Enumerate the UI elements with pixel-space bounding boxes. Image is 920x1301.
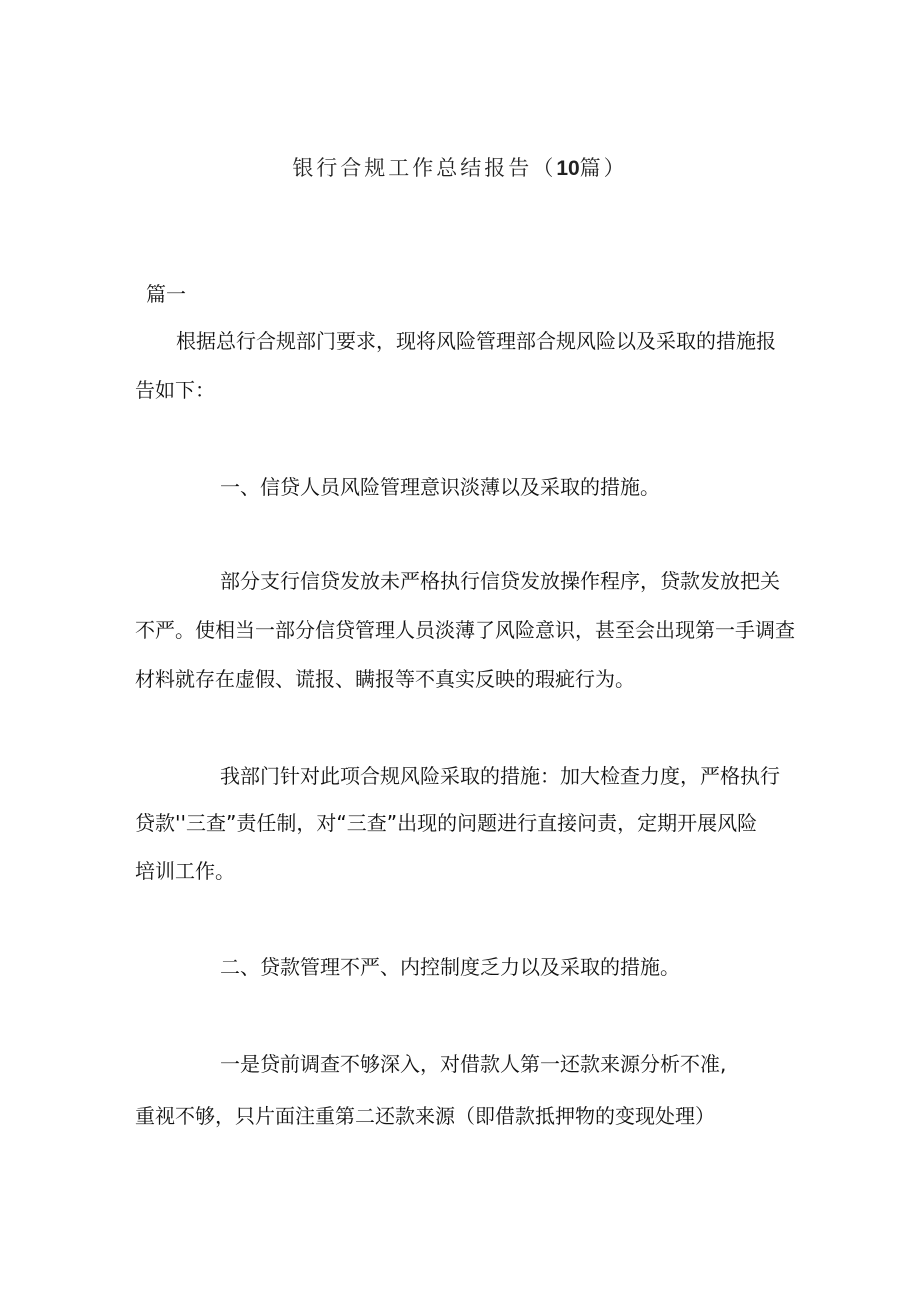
para2-line-3: 培训工作。	[135, 859, 235, 883]
para3-line-2: 重视不够，只片面注重第二还款来源（即借款抵押物的变现处理）	[135, 1104, 715, 1128]
title-close: 篇）	[579, 156, 628, 180]
title-count: 10	[556, 157, 580, 180]
para2-line-1: 我部门针对此项合规风险采取的措施：加大检查力度，严格执行	[220, 764, 780, 788]
intro-line-2: 告如下：	[135, 378, 215, 402]
section-label: 篇一	[146, 282, 186, 306]
para1-line-1: 部分支行信贷发放未严格执行信贷发放操作程序，贷款发放把关	[220, 569, 780, 593]
title-main: 银行合规工作总结报告	[292, 156, 533, 180]
section-heading-1: 一、信贷人员风险管理意识淡薄以及采取的措施。	[220, 475, 660, 499]
section-heading-2: 二、贷款管理不严、内控制度乏力以及采取的措施。	[220, 955, 680, 979]
para1-line-2: 不严。使相当一部分信贷管理人员淡薄了风险意识，甚至会出现第一手调查	[135, 618, 795, 642]
intro-line-1: 根据总行合规部门要求，现将风险管理部合规风险以及采取的措施报	[176, 329, 776, 353]
para3-line-1: 一是贷前调查不够深入，对借款人第一还款来源分析不准,	[220, 1052, 727, 1076]
para1-line-3: 材料就存在虚假、谎报、瞒报等不真实反映的瑕疵行为。	[135, 667, 635, 691]
para2-line-2: 贷款''三查”责任制，对“三查”出现的问题进行直接问责，定期开展风险	[135, 811, 758, 835]
title-open-paren: （	[532, 156, 557, 180]
document-title	[0, 152, 920, 182]
